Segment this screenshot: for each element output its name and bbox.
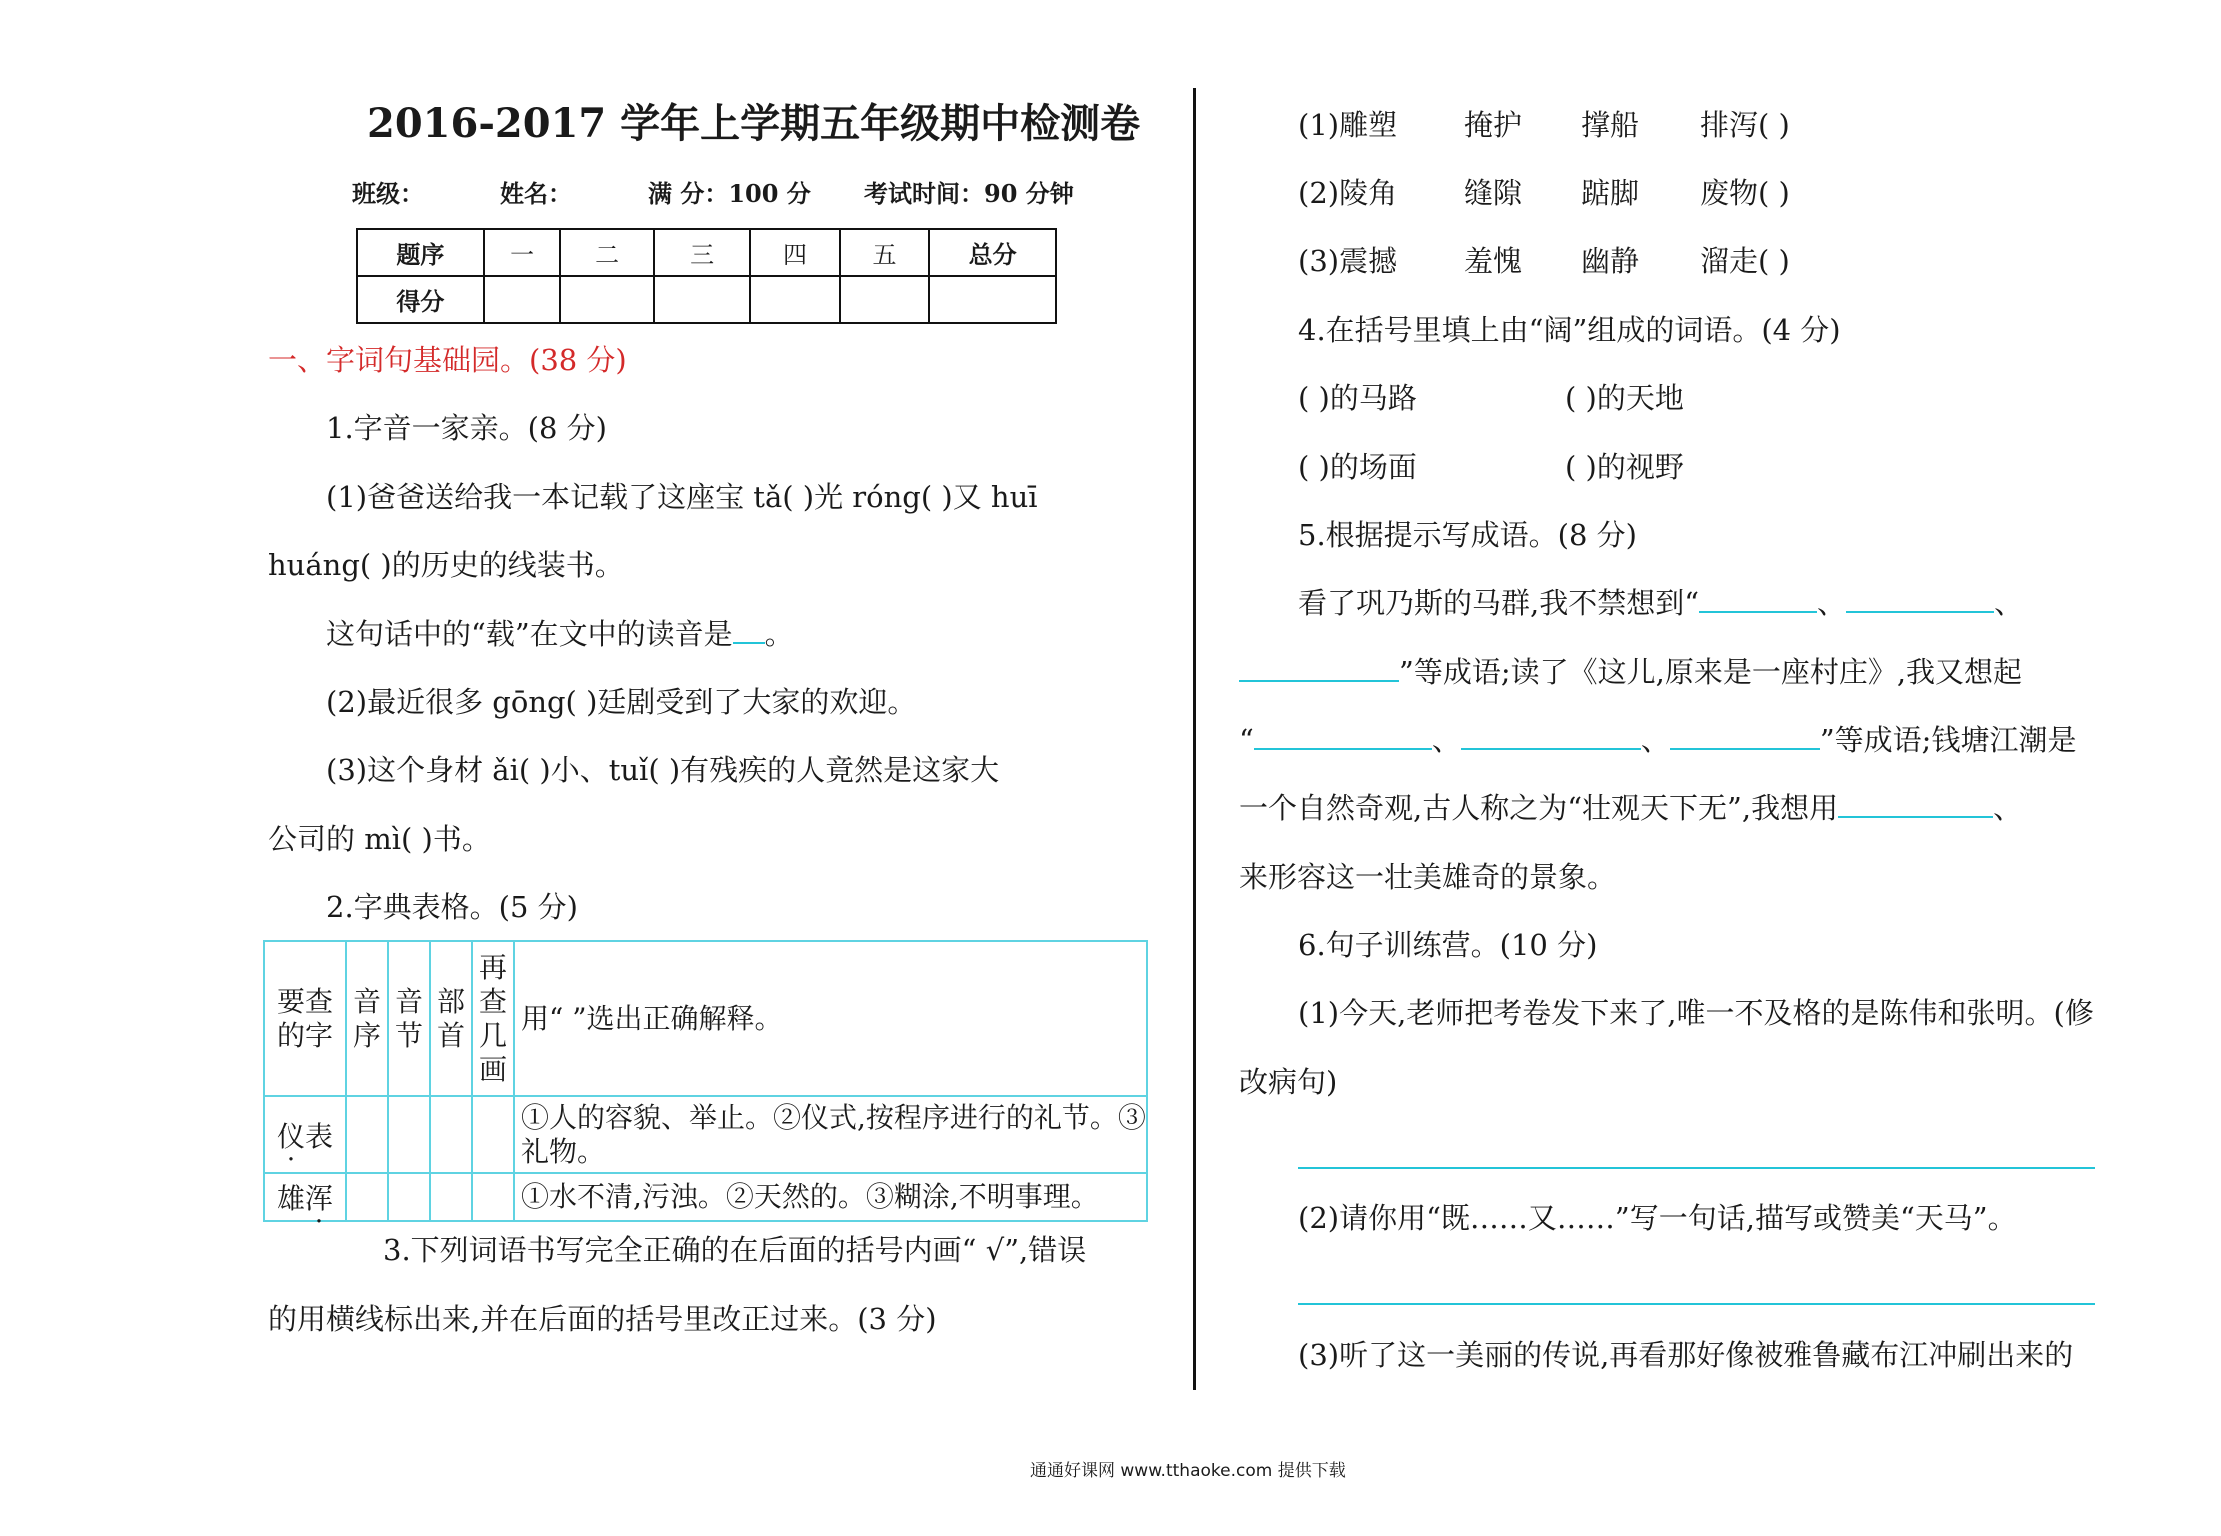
q3-line2: 的用横线标出来,并在后面的括号里改正过来。(3 分): [268, 1302, 937, 1336]
idiom-blank[interactable]: [1699, 585, 1817, 613]
score-header-cell: 一: [484, 229, 561, 276]
dict-header-initial: 音 序: [346, 941, 388, 1096]
separator: 、: [1431, 723, 1461, 757]
q5-line3: [1239, 722, 2076, 758]
score-table-score-row: [357, 276, 1056, 323]
dict-header-syllable: 音 节: [388, 941, 430, 1096]
idiom-blank[interactable]: [1254, 722, 1432, 750]
idiom-blank[interactable]: [1846, 585, 1994, 613]
score-table-header-row: [357, 229, 1056, 276]
pronunciation-blank[interactable]: [733, 616, 765, 644]
score-row-label: 得分: [357, 276, 484, 323]
dict-input-cell[interactable]: [388, 1096, 430, 1173]
q6-part1-line1: (1)今天,老师把考卷发下来了,唯一不及格的是陈伟和张明。(修: [1298, 996, 2094, 1030]
dotted-char: 浑: [305, 1182, 334, 1215]
dict-row: [264, 1096, 1147, 1173]
dict-header-row: [264, 941, 1147, 1096]
dict-input-cell[interactable]: [472, 1173, 514, 1221]
q4-item[interactable]: ( )的马路: [1298, 381, 1417, 415]
score-header-cell: 二: [560, 229, 653, 276]
q5-line5: 来形容这一壮美雄奇的景象。: [1239, 860, 1617, 894]
q1-part2: (2)最近很多 gōng( )廷剧受到了大家的欢迎。: [326, 685, 917, 719]
q4-item[interactable]: ( )的天地: [1565, 381, 1684, 415]
column-divider: [1193, 88, 1196, 1390]
q3-group2-w4[interactable]: 废物( ): [1700, 176, 1790, 210]
q5-line1: [1298, 585, 2023, 621]
q6-part2: (2)请你用“既……又……”写一句话,描写或赞美“天马”。: [1298, 1201, 2017, 1235]
separator: 、: [1993, 791, 2023, 825]
name-label: 姓名：: [500, 179, 572, 208]
q5-title: 5.根据提示写成语。(8 分): [1298, 518, 1637, 552]
q1-part1-line3: [326, 616, 794, 652]
q3-group1-w3: 撑船: [1581, 108, 1640, 142]
dict-row: [264, 1173, 1147, 1221]
idiom-blank[interactable]: [1838, 790, 1993, 818]
q1-part3-line1: (3)这个身材 ǎi( )小、tuǐ( )有残疾的人竟然是这家大: [326, 753, 1000, 787]
q1-part3-line2: 公司的 mì( )书。: [268, 822, 491, 856]
q1-title: 1.字音一家亲。(8 分): [326, 411, 607, 445]
q5-text: 看了巩乃斯的马群,我不禁想到“: [1298, 586, 1700, 620]
dict-input-cell[interactable]: [346, 1096, 388, 1173]
q3-group2-w3: 踮脚: [1581, 176, 1640, 210]
page-title: 2016-2017 学年上学期五年级期中检测卷: [367, 100, 1141, 147]
dotted-char: 仪: [276, 1119, 305, 1153]
q1-part1-line2: huáng( )的历史的线装书。: [268, 548, 624, 582]
dictionary-table: [263, 940, 1148, 1222]
score-input-cell[interactable]: [560, 276, 653, 323]
q6-part1-line2: 改病句): [1239, 1065, 1338, 1099]
word-char: 表: [305, 1119, 334, 1153]
dict-meaning-cell: ①水不清,污浊。②天然的。③糊涂,不明事理。: [514, 1173, 1147, 1221]
separator: 、: [1994, 586, 2024, 620]
q3-group3-w3: 幽静: [1581, 244, 1640, 278]
q3-group3-w2: 羞愧: [1464, 244, 1523, 278]
word-char: 雄: [276, 1182, 305, 1215]
period: 。: [764, 617, 794, 651]
idiom-blank[interactable]: [1461, 722, 1641, 750]
idiom-blank[interactable]: [1670, 722, 1820, 750]
dict-word-cell: [264, 1173, 346, 1221]
q5-text: ”等成语;钱塘江潮是: [1819, 723, 2077, 757]
score-table: [356, 228, 1057, 324]
q3-group1-w1: (1)雕塑: [1298, 108, 1398, 142]
q4-item[interactable]: ( )的场面: [1298, 450, 1417, 484]
dict-meaning-cell: ①人的容貌、举止。②仪式,按程序进行的礼节。③礼物。: [514, 1096, 1147, 1173]
q3-group2-w1: (2)陵角: [1298, 176, 1398, 210]
separator: 、: [1817, 586, 1847, 620]
score-header-cell: 四: [750, 229, 840, 276]
dict-input-cell[interactable]: [472, 1096, 514, 1173]
score-input-cell[interactable]: [654, 276, 750, 323]
q5-line4: [1239, 790, 2022, 826]
dict-input-cell[interactable]: [430, 1096, 472, 1173]
score-header-cell: 五: [840, 229, 930, 276]
dict-input-cell[interactable]: [346, 1173, 388, 1221]
q6-part3: (3)听了这一美丽的传说,再看那好像被雅鲁藏布江冲刷出来的: [1298, 1338, 2074, 1372]
answer-line[interactable]: [1298, 1167, 2095, 1169]
q3-group1-w4[interactable]: 排泻( ): [1700, 108, 1790, 142]
score-header-cell: 总分: [929, 229, 1056, 276]
q3-group1-w2: 掩护: [1464, 108, 1523, 142]
answer-line[interactable]: [1298, 1303, 2095, 1305]
q5-line2: [1239, 654, 2022, 690]
footer-credit: 通通好课网 www.tthaoke.com 提供下载: [1030, 1461, 1346, 1481]
q3-group2-w2: 缝隙: [1464, 176, 1523, 210]
score-input-cell[interactable]: [750, 276, 840, 323]
dict-header-strokes: 再 查 几 画: [472, 941, 514, 1096]
score-input-cell[interactable]: [484, 276, 561, 323]
q5-text: ”等成语;读了《这儿,原来是一座村庄》,我又想起: [1399, 655, 2023, 689]
q4-title: 4.在括号里填上由“阔”组成的词语。(4 分): [1298, 313, 1841, 347]
exam-time-label: 考试时间：90 分钟: [864, 179, 1074, 208]
dict-header-radical: 部 首: [430, 941, 472, 1096]
q2-title: 2.字典表格。(5 分): [326, 890, 578, 924]
dict-input-cell[interactable]: [388, 1173, 430, 1221]
full-score-label: 满 分：100 分: [648, 179, 811, 208]
dict-input-cell[interactable]: [430, 1173, 472, 1221]
dict-header-word: 要查 的字: [264, 941, 346, 1096]
idiom-blank[interactable]: [1239, 654, 1399, 682]
class-label: 班级：: [352, 179, 424, 208]
dict-word-cell: [264, 1096, 346, 1173]
q1-pronunciation-prompt: 这句话中的“载”在文中的读音是: [326, 617, 733, 651]
q4-item[interactable]: ( )的视野: [1565, 450, 1684, 484]
score-header-cell: 三: [654, 229, 750, 276]
q3-group3-w4[interactable]: 溜走( ): [1700, 244, 1790, 278]
score-input-cell[interactable]: [929, 276, 1056, 323]
q3-group3-w1: (3)震撼: [1298, 244, 1398, 278]
q1-part1-line1: (1)爸爸送给我一本记载了这座宝 tǎ( )光 róng( )又 huī: [326, 480, 1038, 514]
score-header-cell: 题序: [357, 229, 484, 276]
dict-header-instruction: 用“ ”选出正确解释。: [514, 941, 1147, 1096]
open-quote: “: [1239, 723, 1254, 757]
q3-line1: 3.下列词语书写完全正确的在后面的括号内画“ √”,错误: [383, 1233, 1087, 1267]
separator: 、: [1640, 723, 1670, 757]
score-input-cell[interactable]: [840, 276, 930, 323]
q5-text: 一个自然奇观,古人称之为“壮观天下无”,我想用: [1239, 791, 1839, 825]
q6-title: 6.句子训练营。(10 分): [1298, 928, 1598, 962]
section1-title: 一、字词句基础园。(38 分): [268, 343, 627, 377]
